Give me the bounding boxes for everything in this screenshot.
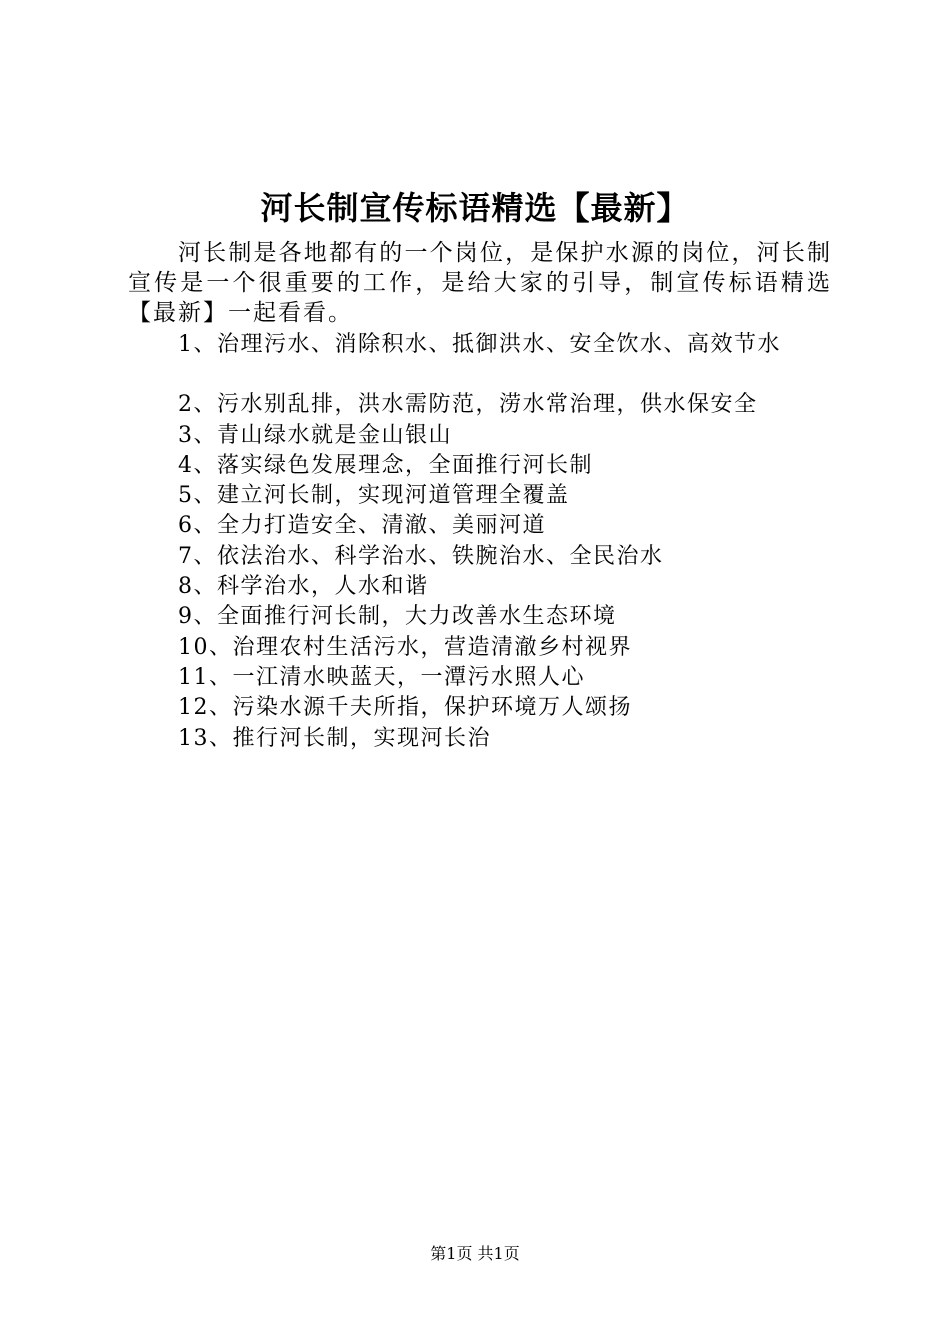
intro-paragraph: 河长制是各地都有的一个岗位，是保护水源的岗位，河长制宣传是一个很重要的工作，是给大家的引导，制宣传标语精选【最新】一起看看。: [128, 240, 832, 326]
slogan-item: 7、依法治水、科学治水、铁腕治水、全民治水: [178, 543, 664, 569]
slogan-item: 13、推行河长制，实现河长治: [178, 725, 491, 751]
slogan-item: 6、全力打造安全、清澈、美丽河道: [178, 513, 546, 539]
slogan-item: 3、青山绿水就是金山银山: [178, 422, 452, 448]
slogan-item: 5、建立河长制，实现河道管理全覆盖: [178, 483, 570, 509]
slogan-item: 4、落实绿色发展理念，全面推行河长制: [178, 452, 593, 478]
slogan-item: 10、治理农村生活污水，营造清澈乡村视界: [178, 634, 632, 660]
slogan-item: 8、科学治水，人水和谐: [178, 574, 429, 600]
slogan-item: 9、全面推行河长制，大力改善水生态环境: [178, 604, 617, 630]
document-title: 河长制宣传标语精选【最新】: [260, 189, 690, 227]
slogan-item: 2、污水别乱排，洪水需防范，涝水常治理，供水保安全: [178, 392, 758, 418]
slogan-list: [178, 330, 838, 754]
slogan-item: 11、一江清水映蓝天，一潭污水照人心: [178, 664, 585, 690]
slogan-item: 12、污染水源千夫所指，保护环境万人颂扬: [178, 695, 632, 721]
page-footer: 第1页 共1页: [430, 1244, 520, 1263]
slogan-item: 1、治理污水、消除积水、抵御洪水、安全饮水、高效节水: [178, 332, 781, 357]
